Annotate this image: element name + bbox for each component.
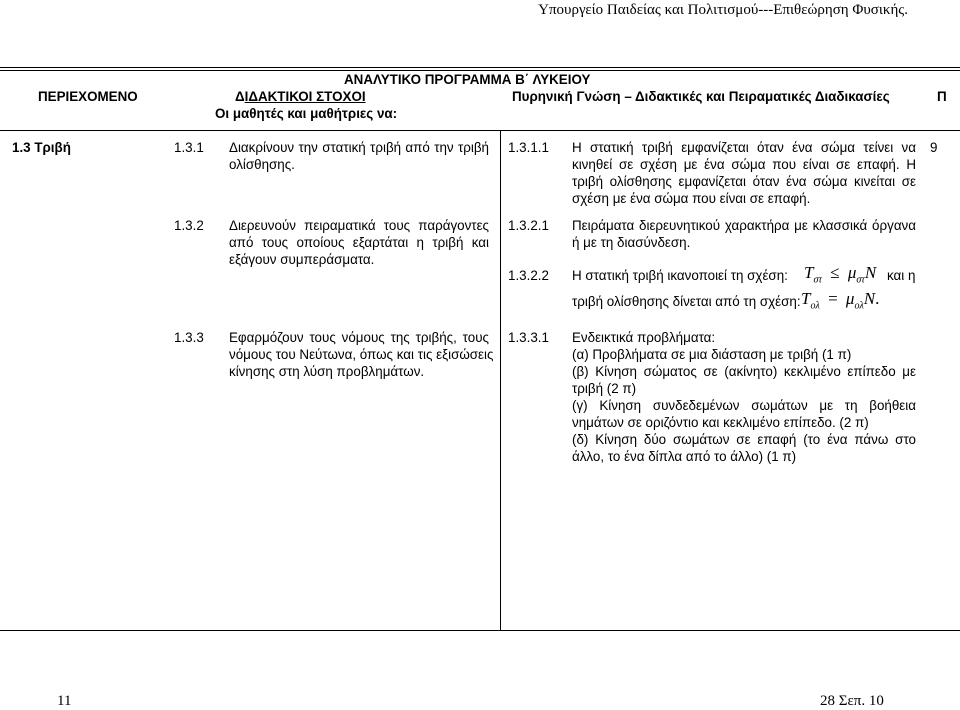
table-title: ΑΝΑΛΥΤΙΚΟ ΠΡΟΓΡΑΜΜΑ Β΄ ΛΥΚΕΙΟΥ (344, 72, 591, 87)
goal-code: 1.3.3 (174, 330, 204, 345)
header-divider (0, 130, 960, 131)
header-periods: Π (937, 89, 947, 104)
core-text: Η στατική τριβή εμφανίζεται όταν ένα σώμα τείνει να κινηθεί σε σχέση με ένα σώμα που είναι σε επαφή. Η τριβή ολίσθησης εμφανίζεται όταν ένα σώμα κινείται σε σχέση με ένα σώμα που είναι σε επαφή. (572, 140, 916, 206)
static-friction-text: Η στατική τριβή ικανοποιεί τη σχέση: (572, 268, 788, 283)
kinetic-friction-text: τριβή ολίσθησης δίνεται από τη σχέση: (572, 294, 801, 309)
kinetic-friction-formula: $T_{o\lambda} = \mu_{o\lambda}N$. (801, 289, 880, 312)
header-goals: ΔΙΔΑΚΤΙΚΟΙ ΣΤΟΧΟΙ (235, 89, 366, 104)
goal-code: 1.3.1 (174, 140, 204, 155)
header-content: ΠΕΡΙΕΧΟΜΕΝΟ (38, 89, 138, 104)
core-code: 1.3.1.1 (508, 140, 549, 155)
core-text: Πειράματα διερευνητικού χαρακτήρα με κλασσικά όργανα ή με τη διασύνδεση. (572, 218, 916, 250)
periods-count: 9 (930, 140, 938, 155)
footer-date: 28 Σεπ. 10 (820, 693, 884, 709)
core-code: 1.3.3.1 (508, 330, 549, 345)
topic-label: 1.3 Τριβή (12, 140, 71, 155)
core-code: 1.3.2.2 (508, 268, 549, 283)
column-divider (500, 130, 501, 631)
ministry-header: Υπουργείο Παιδείας και Πολιτισμού---Επιθεώρηση Φυσικής. (538, 2, 908, 18)
page-number: 11 (57, 693, 72, 709)
table-border-bottom (0, 630, 960, 631)
static-friction-formula: $T_{\sigma\tau} \le \mu_{\sigma\tau}N$ (804, 263, 877, 286)
goal-text: Διακρίνουν την στατική τριβή από την τριβή ολίσθησης. (229, 140, 489, 172)
header-goals-subtitle: Οι μαθητές και μαθήτριες να: (215, 106, 398, 121)
header-core-knowledge: Πυρηνική Γνώση – Διδακτικές και Πειραματικές Διαδικασίες (512, 89, 890, 104)
core-code: 1.3.2.1 (508, 218, 549, 233)
table-border-top (0, 67, 960, 68)
core-text: Ενδεικτικά προβλήματα: (α) Προβλήματα σε μια διάσταση με τριβή (1 π) (β) Κίνηση σώματος σε (ακίνητο) κεκλιμένο επίπεδο με τριβή (2 π) (γ) Κίνηση συνδεδεμένων σωμάτων με τη βοήθεια νημάτων σε οριζόντιο και κεκλιμένο επίπεδο. (2 π) (δ) Κίνηση δύο σωμάτων σε επαφή (το ένα πάνω στο άλλο, το ένα δίπλα από το άλλο) (1 π) (572, 330, 916, 464)
static-friction-tail: και η (887, 268, 916, 283)
goal-text: Εφαρμόζουν τους νόμους της τριβής, τους νόμους του Νεύτωνα, όπως και τις εξισώσεις κίνησης στη λύση προβλημάτων. (229, 330, 494, 379)
goal-text: Διερευνούν πειραματικά τους παράγοντες από τους οποίους εξαρτάται η τριβή και εξάγουν συμπεράσματα. (229, 218, 489, 267)
curriculum-table (0, 67, 960, 631)
goal-code: 1.3.2 (174, 218, 204, 233)
